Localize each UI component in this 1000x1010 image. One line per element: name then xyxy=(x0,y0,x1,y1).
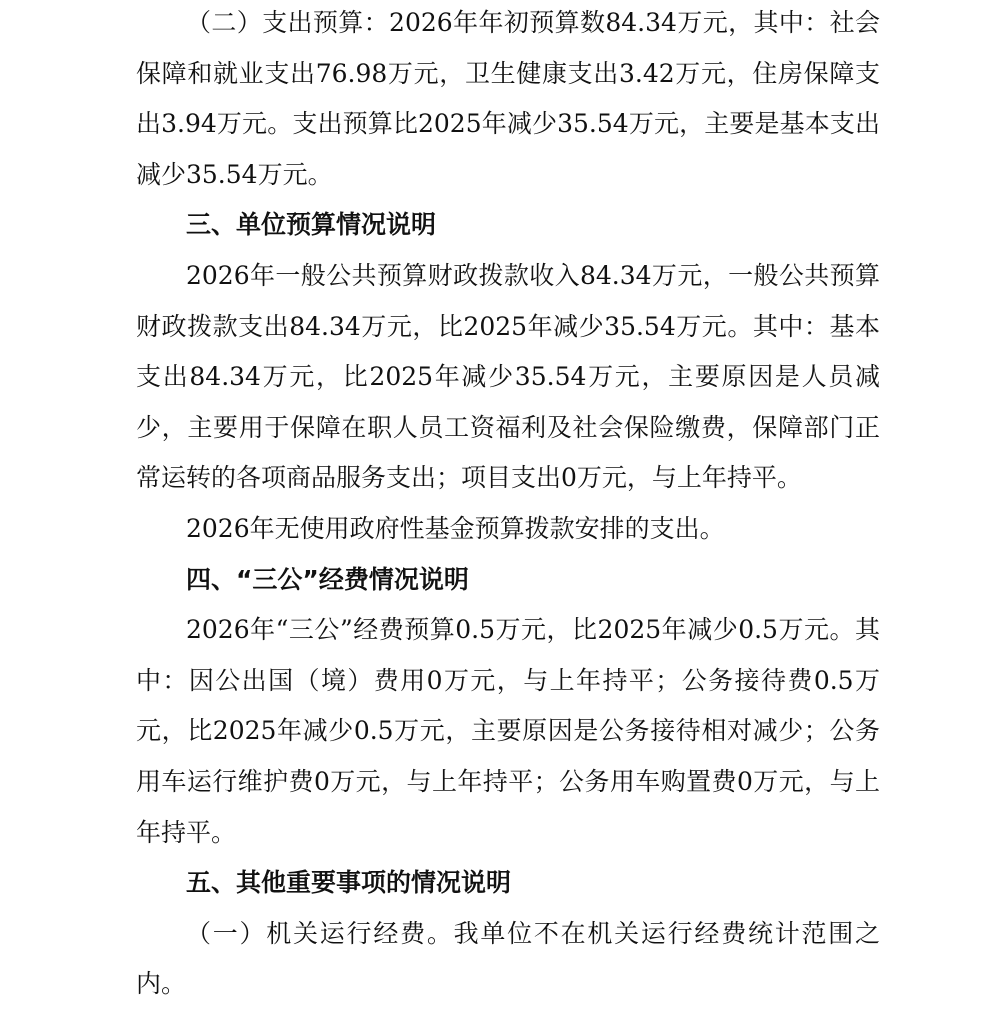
paragraph-expenditure-budget: （二）支出预算：2026年年初预算数84.34万元，其中：社会保障和就业支出76.98万元，卫生健康支出3.42万元，住房保障支出3.94万元。支出预算比2025年减少35.54万元，主要是基本支出减少35.54万元。 xyxy=(136,8,880,189)
heading-three-public-expenses: 四、“三公”经费情况说明 xyxy=(186,564,469,594)
paragraph-operating-expenses: （一）机关运行经费。我单位不在机关运行经费统计范围之内。 xyxy=(136,918,880,999)
heading-unit-budget: 三、单位预算情况说明 xyxy=(186,210,437,240)
heading-other-matters: 五、其他重要事项的情况说明 xyxy=(186,868,512,898)
paragraph-three-public-expenses: 2026年“三公”经费预算0.5万元，比2025年减少0.5万元。其中：因公出国（境）费用0万元，与上年持平；公务接待费0.5万元，比2025年减少0.5万元，主要原因是公务接待相对减少；公务用车运行维护费0万元，与上年持平；公务用车购置费0万元，与上年持平。 xyxy=(136,615,880,847)
document-page xyxy=(136,0,880,1010)
paragraph-general-budget: 2026年一般公共预算财政拨款收入84.34万元，一般公共预算财政拨款支出84.34万元，比2025年减少35.54万元。其中：基本支出84.34万元，比2025年减少35.54万元，主要原因是人员减少，主要用于保障在职人员工资福利及社会保险缴费，保障部门正常运转的各项商品服务支出；项目支出0万元，与上年持平。 xyxy=(136,260,880,493)
paragraph-government-fund: 2026年无使用政府性基金预算拨款安排的支出。 xyxy=(186,513,725,543)
